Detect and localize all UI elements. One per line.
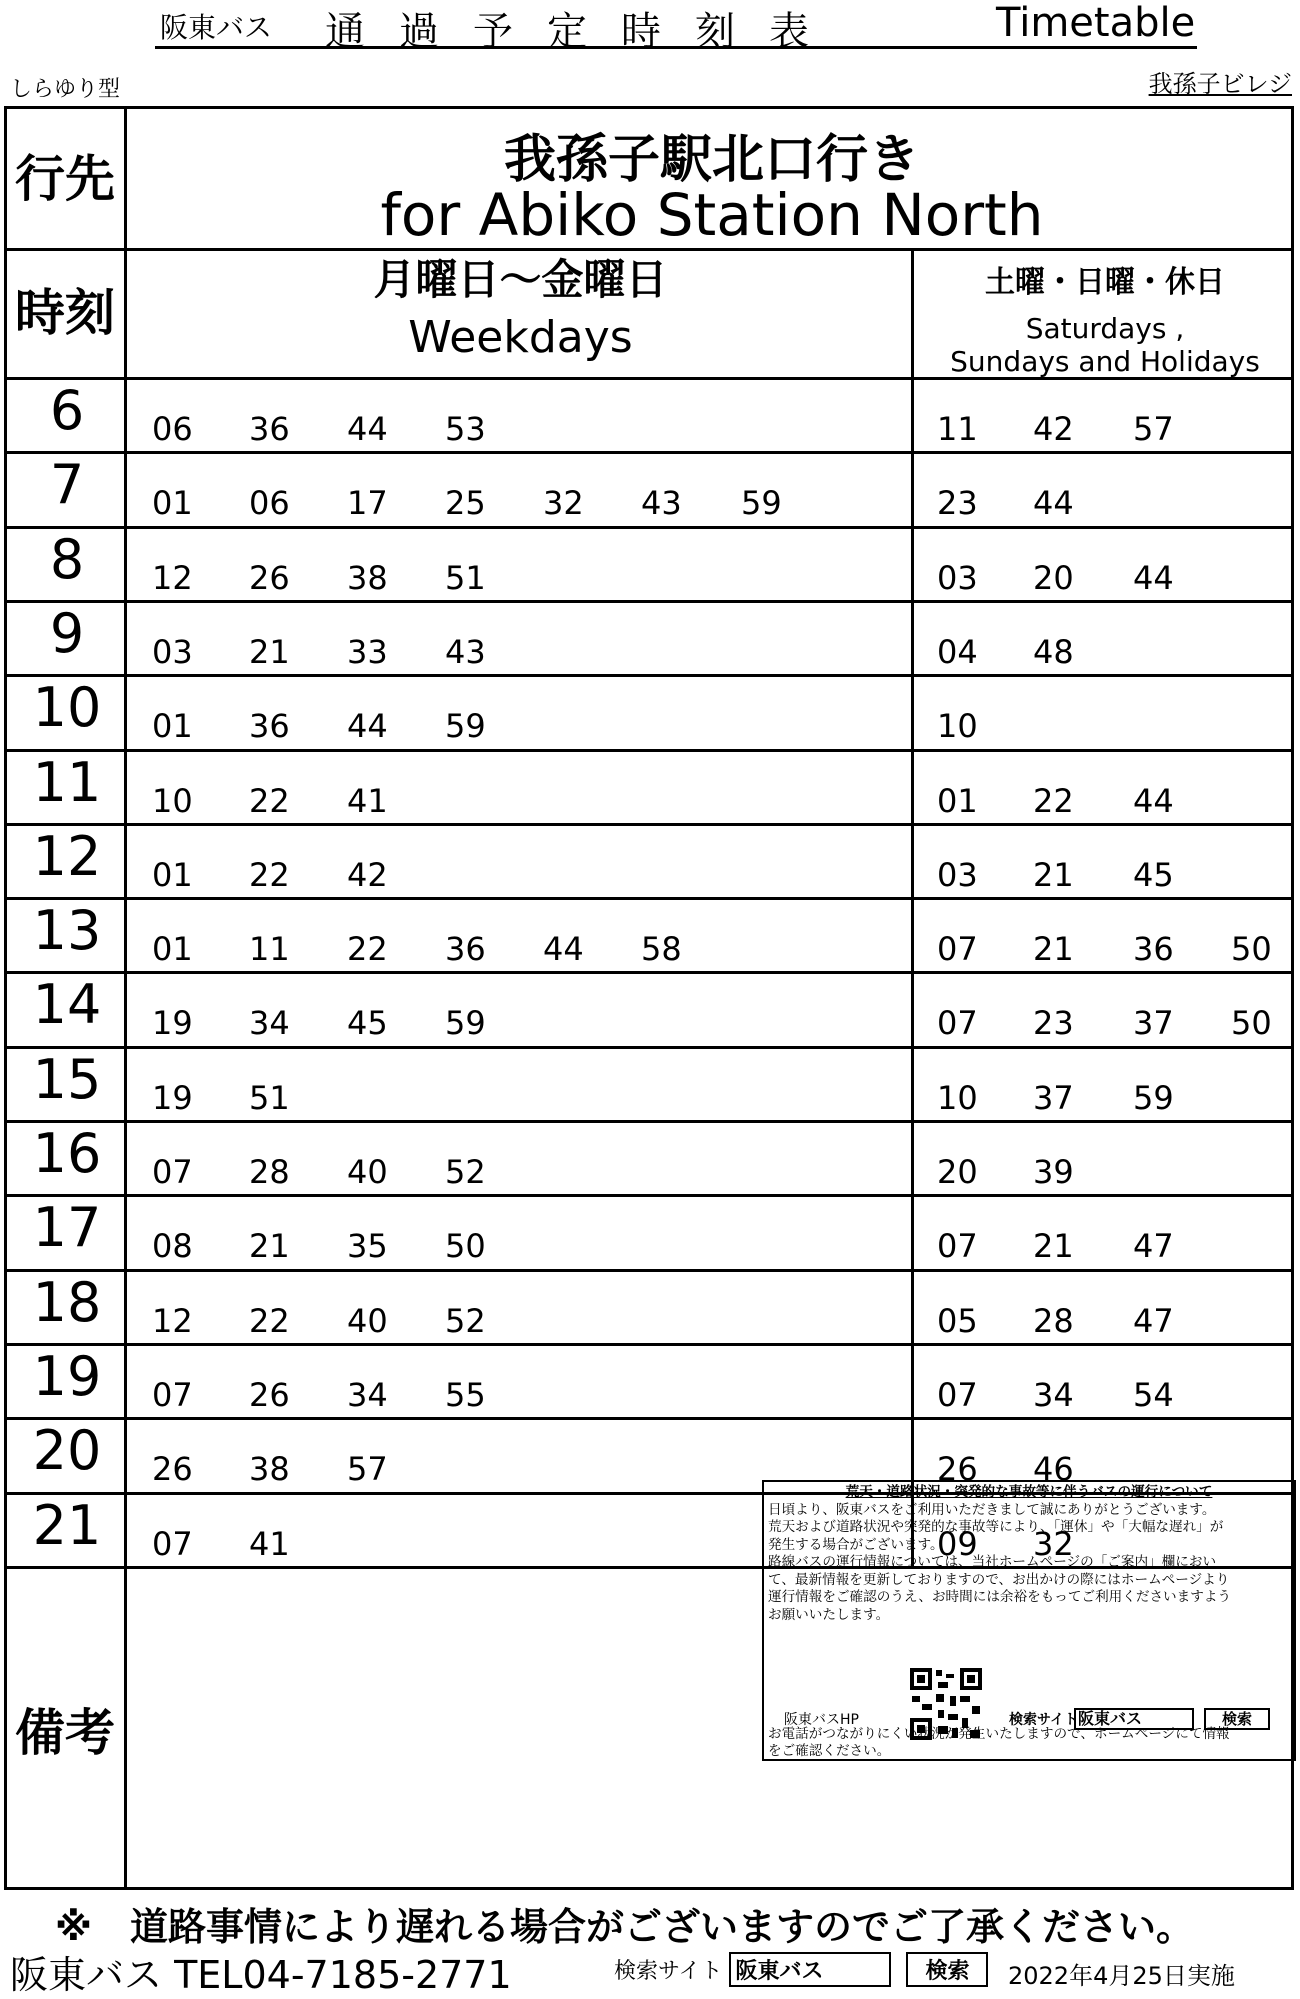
weekday-minute: 25 bbox=[445, 484, 486, 522]
route-type: しらゆり型 bbox=[10, 77, 121, 102]
weekday-minute: 32 bbox=[543, 484, 584, 522]
weekday-minute: 03 bbox=[152, 633, 193, 671]
holiday-header-en-2: Sundays and Holidays bbox=[950, 345, 1260, 378]
holiday-minute: 22 bbox=[1033, 782, 1074, 820]
weekday-minute: 41 bbox=[347, 782, 388, 820]
holiday-minute: 46 bbox=[1033, 1450, 1074, 1488]
holiday-minute: 50 bbox=[1231, 930, 1272, 968]
weekday-minute: 33 bbox=[347, 633, 388, 671]
weekday-minute: 36 bbox=[249, 410, 290, 448]
weekday-minute: 57 bbox=[347, 1450, 388, 1488]
hour-label: 13 bbox=[32, 899, 102, 962]
hour-label: 6 bbox=[49, 379, 85, 442]
service-notice bbox=[762, 1480, 1296, 1761]
weekday-minute: 06 bbox=[249, 484, 290, 522]
weekday-minute: 28 bbox=[249, 1153, 290, 1191]
hour-label: 14 bbox=[32, 973, 102, 1036]
holiday-minute: 11 bbox=[937, 410, 978, 448]
weekday-minute: 26 bbox=[249, 1376, 290, 1414]
notice-line: 路線バスの運行情報については、当社ホームページの「ご案内」欄におい bbox=[768, 1554, 1217, 1570]
holiday-minute: 09 bbox=[937, 1525, 978, 1563]
weekday-minute: 44 bbox=[543, 930, 584, 968]
row-divider bbox=[7, 823, 1291, 826]
holiday-minute: 23 bbox=[1033, 1004, 1074, 1042]
notice-line: お願いいたします。 bbox=[768, 1606, 890, 1623]
weekday-minute: 22 bbox=[249, 782, 290, 820]
hour-label: 9 bbox=[49, 602, 85, 665]
holiday-minute: 26 bbox=[937, 1450, 978, 1488]
holiday-minute: 32 bbox=[1033, 1525, 1074, 1563]
holiday-minute: 50 bbox=[1231, 1004, 1272, 1042]
remarks-label: 備考 bbox=[15, 1704, 115, 1762]
holiday-minute: 37 bbox=[1133, 1004, 1174, 1042]
hour-label: 16 bbox=[32, 1122, 102, 1185]
weekday-minute: 44 bbox=[347, 410, 388, 448]
weekday-minute: 01 bbox=[152, 930, 193, 968]
row-divider bbox=[7, 674, 1291, 677]
hour-label: 19 bbox=[32, 1345, 102, 1408]
divider bbox=[911, 248, 914, 1566]
holiday-minute: 10 bbox=[937, 1079, 978, 1117]
weekday-minute: 36 bbox=[445, 930, 486, 968]
time-label: 時刻 bbox=[15, 284, 115, 342]
weekday-minute: 10 bbox=[152, 782, 193, 820]
destination-jp: 我孫子駅北口行き bbox=[503, 130, 920, 190]
weekday-minute: 59 bbox=[445, 707, 486, 745]
notice-line: て、最新情報を更新しておりますので、お出かけの際にはホームページより bbox=[768, 1571, 1230, 1588]
weekday-minute: 26 bbox=[249, 559, 290, 597]
hour-label: 7 bbox=[49, 453, 85, 516]
notice-line: 発生する場合がございます。 bbox=[768, 1536, 944, 1553]
row-divider bbox=[7, 897, 1291, 900]
holiday-minute: 07 bbox=[937, 930, 978, 968]
weekday-minute: 07 bbox=[152, 1153, 193, 1191]
holiday-minute: 07 bbox=[937, 1004, 978, 1042]
effective-date: 2022年4月25日実施 bbox=[1008, 1962, 1235, 1990]
weekday-minute: 19 bbox=[152, 1079, 193, 1117]
weekday-minute: 59 bbox=[741, 484, 782, 522]
company-name: 阪東バス bbox=[160, 11, 273, 44]
holiday-minute: 42 bbox=[1033, 410, 1074, 448]
holiday-minute: 44 bbox=[1033, 484, 1074, 522]
holiday-minute: 23 bbox=[937, 484, 978, 522]
destination-en: for Abiko Station North bbox=[380, 181, 1044, 249]
holiday-minute: 07 bbox=[937, 1376, 978, 1414]
weekday-minute: 43 bbox=[445, 633, 486, 671]
holiday-minute: 21 bbox=[1033, 930, 1074, 968]
holiday-minute: 44 bbox=[1133, 782, 1174, 820]
hour-label: 18 bbox=[32, 1271, 102, 1334]
row-divider bbox=[7, 971, 1291, 974]
page-title: 通過予定時刻表 bbox=[325, 9, 843, 55]
notice-search-label: 検索サイト bbox=[1009, 1712, 1079, 1728]
weekday-minute: 22 bbox=[347, 930, 388, 968]
hour-label: 21 bbox=[32, 1494, 102, 1557]
weekday-header-jp: 月曜日～金曜日 bbox=[373, 255, 668, 304]
row-divider bbox=[7, 600, 1291, 603]
weekday-minute: 21 bbox=[249, 633, 290, 671]
hour-label: 12 bbox=[32, 825, 102, 888]
notice-search-button[interactable]: 検索 bbox=[1204, 1708, 1270, 1730]
weekday-minute: 22 bbox=[249, 856, 290, 894]
footer-search-label: 検索サイト bbox=[614, 1959, 723, 1984]
row-divider bbox=[7, 526, 1291, 529]
holiday-minute: 20 bbox=[1033, 559, 1074, 597]
holiday-header-en-1: Saturdays , bbox=[1025, 312, 1185, 345]
holiday-minute: 37 bbox=[1033, 1079, 1074, 1117]
weekday-minute: 41 bbox=[249, 1525, 290, 1563]
footer-search bbox=[614, 1952, 988, 1987]
holiday-minute: 34 bbox=[1033, 1376, 1074, 1414]
holiday-minute: 21 bbox=[1033, 856, 1074, 894]
weekday-minute: 58 bbox=[641, 930, 682, 968]
weekday-minute: 26 bbox=[152, 1450, 193, 1488]
destination-label: 行先 bbox=[15, 150, 115, 208]
holiday-minute: 20 bbox=[937, 1153, 978, 1191]
weekday-header-en: Weekdays bbox=[408, 312, 633, 363]
weekday-minute: 59 bbox=[445, 1004, 486, 1042]
weekday-minute: 34 bbox=[347, 1376, 388, 1414]
hour-label: 11 bbox=[32, 751, 102, 814]
holiday-minute: 57 bbox=[1133, 410, 1174, 448]
holiday-minute: 45 bbox=[1133, 856, 1174, 894]
hour-label: 10 bbox=[32, 676, 102, 739]
holiday-minute: 04 bbox=[937, 633, 978, 671]
weekday-minute: 52 bbox=[445, 1153, 486, 1191]
holiday-minute: 39 bbox=[1033, 1153, 1074, 1191]
footer-search-input[interactable]: 阪東バス bbox=[729, 1952, 891, 1987]
weekday-minute: 12 bbox=[152, 559, 193, 597]
weekday-minute: 11 bbox=[249, 930, 290, 968]
holiday-minute: 03 bbox=[937, 559, 978, 597]
holiday-minute: 01 bbox=[937, 782, 978, 820]
weekday-minute: 01 bbox=[152, 484, 193, 522]
weekday-minute: 19 bbox=[152, 1004, 193, 1042]
holiday-minute: 54 bbox=[1133, 1376, 1174, 1414]
weekday-minute: 34 bbox=[249, 1004, 290, 1042]
row-divider bbox=[7, 1269, 1291, 1272]
weekday-minute: 50 bbox=[445, 1227, 486, 1265]
holiday-minute: 36 bbox=[1133, 930, 1174, 968]
row-divider bbox=[7, 1417, 1291, 1420]
notice-search-input[interactable]: 阪東バス bbox=[1074, 1708, 1194, 1730]
contact-phone: 阪東バス TEL04-7185-2771 bbox=[10, 1953, 512, 1997]
weekday-minute: 45 bbox=[347, 1004, 388, 1042]
holiday-minute: 47 bbox=[1133, 1302, 1174, 1340]
holiday-minute: 03 bbox=[937, 856, 978, 894]
hour-label: 17 bbox=[32, 1196, 102, 1259]
hour-label: 8 bbox=[49, 528, 85, 591]
weekday-minute: 21 bbox=[249, 1227, 290, 1265]
weekday-minute: 08 bbox=[152, 1227, 193, 1265]
weekday-minute: 12 bbox=[152, 1302, 193, 1340]
weekday-minute: 07 bbox=[152, 1376, 193, 1414]
notice-footer-line: お電話がつながりにくい状況が発生いたしますので、ホームページにて情報 bbox=[768, 1726, 1230, 1742]
page-title-en: Timetable bbox=[996, 0, 1196, 46]
stop-name: 我孫子ビレジ bbox=[1148, 70, 1292, 98]
row-divider bbox=[7, 451, 1291, 454]
holiday-minute: 59 bbox=[1133, 1079, 1174, 1117]
row-divider bbox=[7, 1046, 1291, 1049]
notice-title: 荒天・道路状況・突発的な事故等に伴うバスの運行について bbox=[845, 1484, 1213, 1500]
title-underline bbox=[155, 46, 1197, 49]
weekday-minute: 17 bbox=[347, 484, 388, 522]
holiday-minute: 10 bbox=[937, 707, 978, 745]
row-divider bbox=[7, 749, 1291, 752]
hour-label: 20 bbox=[32, 1419, 102, 1482]
weekday-minute: 42 bbox=[347, 856, 388, 894]
weekday-minute: 55 bbox=[445, 1376, 486, 1414]
weekday-minute: 51 bbox=[445, 559, 486, 597]
weekday-minute: 01 bbox=[152, 707, 193, 745]
weekday-minute: 53 bbox=[445, 410, 486, 448]
weekday-minute: 36 bbox=[249, 707, 290, 745]
row-divider bbox=[7, 1120, 1291, 1123]
holiday-minute: 07 bbox=[937, 1227, 978, 1265]
holiday-minute: 05 bbox=[937, 1302, 978, 1340]
row-divider bbox=[7, 1194, 1291, 1197]
hour-label: 15 bbox=[32, 1048, 102, 1111]
hp-label: 阪東バスHP bbox=[784, 1712, 859, 1728]
weekday-minute: 43 bbox=[641, 484, 682, 522]
weekday-minute: 38 bbox=[347, 559, 388, 597]
weekday-minute: 07 bbox=[152, 1525, 193, 1563]
weekday-minute: 52 bbox=[445, 1302, 486, 1340]
holiday-minute: 44 bbox=[1133, 559, 1174, 597]
weekday-minute: 40 bbox=[347, 1153, 388, 1191]
holiday-minute: 28 bbox=[1033, 1302, 1074, 1340]
delay-notice: ※ 道路事情により遅れる場合がございますのでご了承ください。 bbox=[55, 1905, 1194, 1949]
weekday-minute: 22 bbox=[249, 1302, 290, 1340]
notice-line: 運行情報をご確認のうえ、お時間には余裕をもってご利用くださいますよう bbox=[768, 1589, 1232, 1605]
weekday-minute: 40 bbox=[347, 1302, 388, 1340]
holiday-header-jp: 土曜・日曜・休日 bbox=[985, 265, 1225, 300]
notice-line: 日頃より、阪東バスをご利用いただきまして誠にありがとうございます。 bbox=[768, 1501, 1216, 1518]
weekday-minute: 51 bbox=[249, 1079, 290, 1117]
weekday-minute: 01 bbox=[152, 856, 193, 894]
footer-search-button[interactable]: 検索 bbox=[906, 1952, 988, 1987]
holiday-minute: 48 bbox=[1033, 633, 1074, 671]
notice-footer-line: をご確認ください。 bbox=[768, 1743, 891, 1759]
notice-line: 荒天および道路状況や突発的な事故等により、「運休」や「大幅な遅れ」が bbox=[768, 1519, 1224, 1535]
weekday-minute: 06 bbox=[152, 410, 193, 448]
row-divider bbox=[7, 1343, 1291, 1346]
holiday-minute: 47 bbox=[1133, 1227, 1174, 1265]
weekday-minute: 35 bbox=[347, 1227, 388, 1265]
weekday-minute: 44 bbox=[347, 707, 388, 745]
weekday-minute: 38 bbox=[249, 1450, 290, 1488]
holiday-minute: 21 bbox=[1033, 1227, 1074, 1265]
